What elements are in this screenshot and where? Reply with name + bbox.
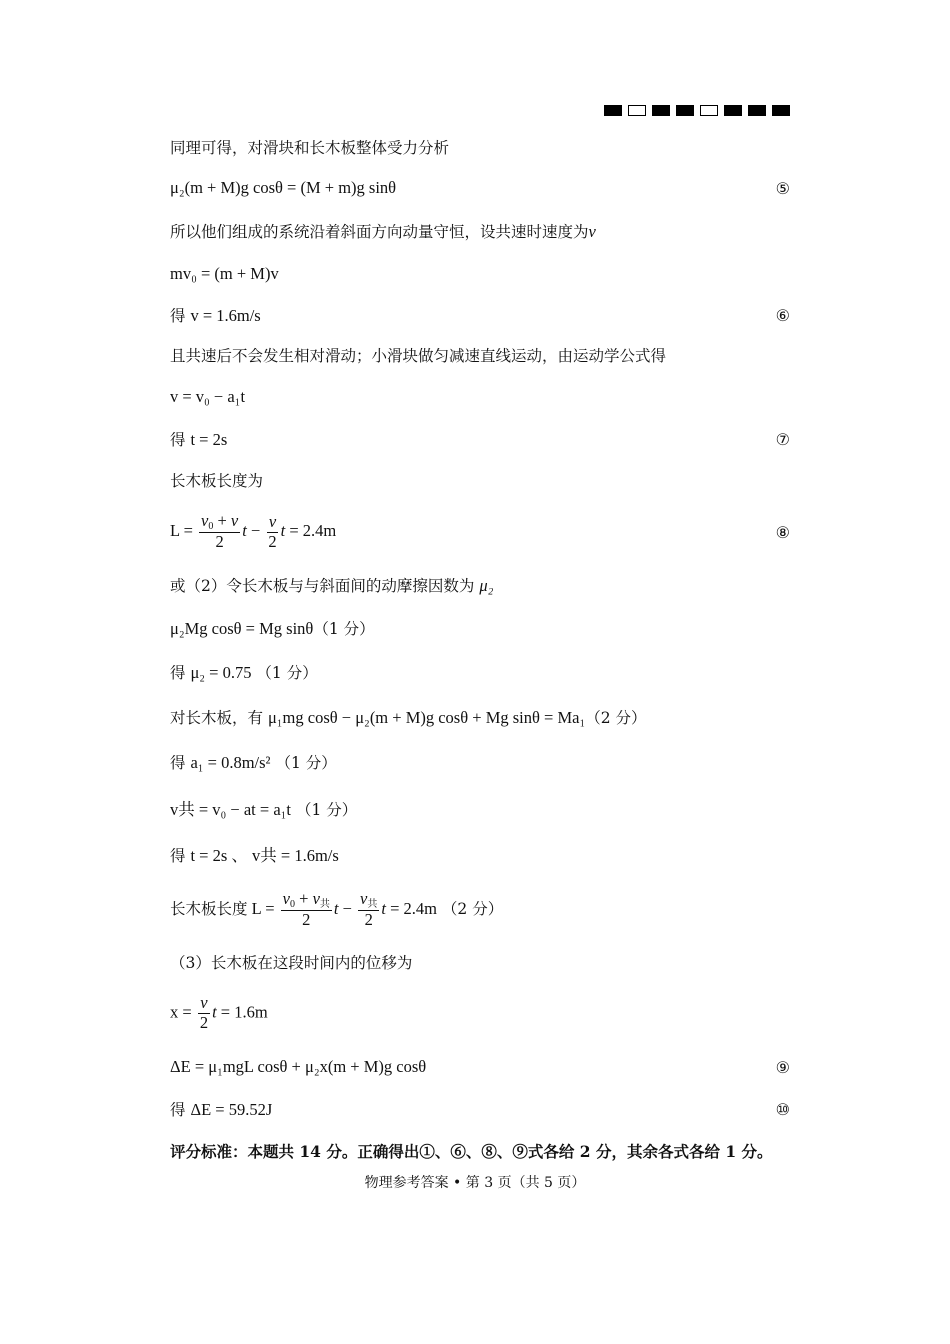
equation-7: t = 2s xyxy=(190,430,228,449)
paragraph: 长木板长度 xyxy=(170,899,248,918)
equation-line xyxy=(170,747,790,777)
equation-8: L = $\frac{v_0 + v}{2}$ t − $\frac{v}{2}$ t = 2.4m xyxy=(170,510,337,552)
equation-number: ⑧ xyxy=(775,522,790,542)
equation-text: L = xyxy=(170,520,193,540)
equation-line xyxy=(170,424,790,454)
equation: μ₁mg cosθ − μ₂(m + M)g cosθ + Mg sinθ = Ma₁ xyxy=(267,708,586,727)
paragraph: 或（2）令长木板与与斜面间的动摩擦因数为 xyxy=(170,577,475,595)
equation-6: v = 1.6m/s xyxy=(190,306,261,325)
fraction: $\frac{v_0 + v}{2}$ xyxy=(201,510,239,552)
equation-line xyxy=(170,1052,790,1082)
displacement-equation: x = $\frac{v}{2}$ t = 1.6m xyxy=(170,992,268,1032)
paragraph: 且共速后不会发生相对滑动；小滑块做匀减速直线运动，由运动学公式得 xyxy=(170,347,667,365)
header-mark xyxy=(748,105,766,116)
fraction: $\frac{v_共}{2}$ xyxy=(360,888,378,930)
equation: a₁ = 0.8m/s² xyxy=(190,753,271,772)
equation-number: ⑥ xyxy=(775,305,790,325)
text-line xyxy=(170,132,790,162)
equation-line xyxy=(170,657,790,687)
kinematics-equation: v = v₀ − a₁t xyxy=(170,387,246,406)
equation-text: = 2.4m xyxy=(289,520,337,540)
equation-line xyxy=(170,613,790,643)
score-note: （1 分） xyxy=(313,620,375,638)
header-mark xyxy=(652,105,670,116)
page-footer: 物理参考答案 • 第 3 页（共 5 页） xyxy=(364,1175,586,1191)
fraction: $\frac{v}{2}$ xyxy=(268,511,277,551)
paragraph: 得 xyxy=(170,754,186,772)
score-note: （1 分） xyxy=(275,754,337,772)
paragraph: 同理可得，对滑块和长木板整体受力分析 xyxy=(170,139,450,157)
header-mark xyxy=(604,105,622,116)
length-equation: L = $\frac{v_0 + v_共}{2}$ t − $\frac{v_共}{2}$ t = 2.4m xyxy=(251,888,437,930)
equation-line xyxy=(170,793,790,823)
momentum-equation: mv₀ = (m + M)v xyxy=(170,264,279,283)
paragraph: 得 xyxy=(170,307,186,325)
score-note: （2 分） xyxy=(441,899,504,918)
equation-number: ⑤ xyxy=(775,178,790,198)
equation-line xyxy=(170,993,790,1033)
equation-line xyxy=(170,890,790,930)
equation-line xyxy=(170,839,790,869)
variable: μ₂ xyxy=(479,576,494,595)
equation-10: ΔE = 59.52J xyxy=(190,1100,273,1119)
equation-line xyxy=(170,382,790,412)
equation-line xyxy=(170,702,790,732)
score-note: （1 分） xyxy=(256,664,318,682)
equation-5: μ₂(m + M)g cosθ = (M + m)g sinθ xyxy=(170,178,397,197)
fraction: $\frac{v}{2}$ xyxy=(199,992,209,1032)
text-line xyxy=(170,340,790,370)
equation-text: = 1.6m xyxy=(220,1001,268,1021)
paragraph: （3）长木板在这段时间内的位移为 xyxy=(170,954,413,972)
paragraph: 得 xyxy=(170,847,186,865)
fraction: $\frac{v_0 + v_共}{2}$ xyxy=(282,888,330,930)
text-line xyxy=(170,947,790,977)
header-marks xyxy=(604,105,790,116)
paragraph: 得 xyxy=(170,431,186,449)
equation-line xyxy=(170,173,790,203)
header-mark xyxy=(628,105,646,116)
header-mark xyxy=(772,105,790,116)
scoring-criteria: 评分标准：本题共 14 分。正确得出①、⑥、⑧、⑨式各给 2 分，其余各式各给 1 分。 xyxy=(170,1142,773,1161)
equation-line xyxy=(170,512,790,552)
paragraph: 得 xyxy=(170,1101,186,1119)
equation-line xyxy=(170,300,790,330)
text-line xyxy=(170,465,790,495)
score-note: （1 分） xyxy=(295,801,358,819)
paragraph: 对长木板，有 xyxy=(170,709,264,727)
scoring-line xyxy=(170,1136,790,1166)
equation-number: ⑦ xyxy=(775,429,790,449)
equation-text: L = xyxy=(251,898,275,918)
equation-line xyxy=(170,259,790,289)
equation: v共 = v₀ − at = a₁t xyxy=(170,800,291,819)
equation-line xyxy=(170,1094,790,1124)
equation: t = 2s 、 v共 = 1.6m/s xyxy=(190,846,339,865)
header-mark xyxy=(700,105,718,116)
header-mark xyxy=(676,105,694,116)
paragraph: 长木板长度为 xyxy=(170,472,264,490)
header-mark xyxy=(724,105,742,116)
paragraph: 所以他们组成的系统沿着斜面方向动量守恒，设共速时速度为 xyxy=(170,223,589,241)
score-note: （2 分） xyxy=(585,709,647,727)
equation: μ₂ = 0.75 xyxy=(190,663,252,682)
equation: μ₂Mg cosθ = Mg sinθ xyxy=(170,619,314,638)
paragraph: 得 xyxy=(170,664,186,682)
text-line xyxy=(170,570,790,600)
equation-9: ΔE = μ₁mgL cosθ + μ₂x(m + M)g cosθ xyxy=(170,1057,427,1076)
text-line xyxy=(170,216,790,246)
equation-number: ⑨ xyxy=(775,1057,790,1077)
variable: v xyxy=(588,222,596,241)
equation-text: = 2.4m xyxy=(390,898,437,918)
equation-text: x = xyxy=(170,1001,192,1021)
equation-number: ⑩ xyxy=(775,1099,790,1119)
